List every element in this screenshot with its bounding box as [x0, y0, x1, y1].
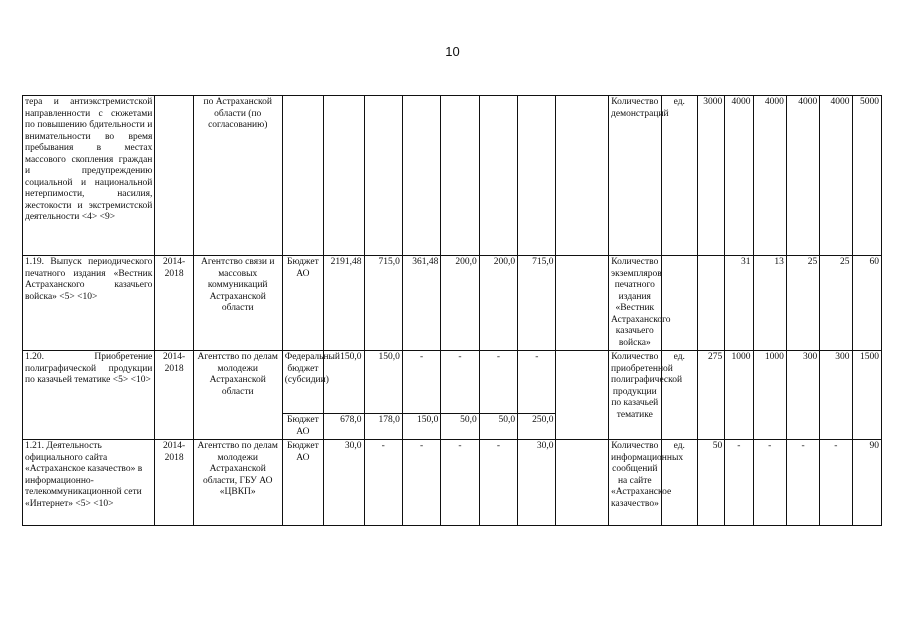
indicator-2016: 4000	[786, 96, 819, 256]
funding-2017: 200,0	[479, 256, 517, 351]
funding-2015: 150,0	[402, 414, 440, 440]
indicator-2015: 4000	[753, 96, 786, 256]
indicator-base: 275	[697, 351, 724, 440]
period: 2014-2018	[155, 256, 193, 351]
indicator-2018: 90	[852, 440, 881, 526]
table-row	[23, 440, 882, 526]
funding-2016: -	[441, 351, 479, 414]
funding-total: 678,0	[324, 414, 364, 440]
period	[155, 96, 193, 256]
executor: Агентство по делам молодежи Астраханской области, ГБУ АО «ЦВКП»	[193, 440, 282, 526]
funding-2018: 30,0	[518, 440, 556, 526]
funding-2014: 178,0	[364, 414, 402, 440]
indicator-unit: ед.	[661, 440, 697, 526]
indicator-unit	[661, 256, 697, 351]
indicator-2015: -	[753, 440, 786, 526]
page-number: 10	[445, 44, 460, 59]
indicator-unit: ед.	[661, 351, 697, 440]
indicator-2018: 5000	[852, 96, 881, 256]
executor: Агентство связи и массовых коммуникаций Астраханской области	[193, 256, 282, 351]
funding-2015: 361,48	[402, 256, 440, 351]
indicator-base	[697, 256, 724, 351]
funding-2016	[441, 96, 479, 256]
indicator-name: Количество демонстраций	[609, 96, 662, 256]
funding-total: 30,0	[324, 440, 364, 526]
indicator-2014: -	[725, 440, 753, 526]
indicator-2016: -	[786, 440, 819, 526]
measure-name: 1.19. Выпуск периодического печатного издания «Вестник Астраханского казачьего войска» <5> <10>	[23, 256, 155, 351]
funding-2017: 50,0	[479, 414, 517, 440]
indicator-2017: 300	[820, 351, 852, 440]
measure-name: тера и антиэкстремистской направленности с сюжетами по повышению бдительности и внимательности во время пребывания в местах массового скопления граждан и предупреждению социальной и национальной нетерпимости, насилия, жестокости и экстремистской деятельности <4> <9>	[23, 96, 155, 256]
funding-source: Бюджет АО	[282, 440, 323, 526]
indicator-2018: 1500	[852, 351, 881, 440]
empty-cell	[556, 351, 609, 440]
funding-2017: -	[479, 440, 517, 526]
table-row	[23, 351, 882, 414]
funding-2014	[364, 96, 402, 256]
table-row	[23, 96, 882, 256]
indicator-base: 3000	[697, 96, 724, 256]
funding-2015	[402, 96, 440, 256]
funding-source: Федеральный бюджет (субсидии)	[282, 351, 323, 414]
empty-cell	[556, 440, 609, 526]
empty-cell	[556, 256, 609, 351]
indicator-2018: 60	[852, 256, 881, 351]
indicator-2016: 300	[786, 351, 819, 440]
indicator-2017: 4000	[820, 96, 852, 256]
table-row	[23, 256, 882, 351]
funding-2018: -	[518, 351, 556, 414]
indicator-base: 50	[697, 440, 724, 526]
indicator-2016: 25	[786, 256, 819, 351]
indicator-2014: 31	[725, 256, 753, 351]
indicator-name: Количество приобретенной полиграфической продукции по казачьей тематике	[609, 351, 662, 440]
funding-source: Бюджет АО	[282, 414, 323, 440]
measure-name: 1.20. Приобретение полиграфической продукции по казачьей тематике <5> <10>	[23, 351, 155, 440]
funding-total: 2191,48	[324, 256, 364, 351]
funding-2016: 200,0	[441, 256, 479, 351]
empty-cell	[556, 96, 609, 256]
executor: Агентство по делам молодежи Астраханской области	[193, 351, 282, 440]
funding-2017	[479, 96, 517, 256]
funding-2018: 250,0	[518, 414, 556, 440]
period: 2014-2018	[155, 440, 193, 526]
funding-2014: 715,0	[364, 256, 402, 351]
period: 2014-2018	[155, 351, 193, 440]
program-table	[22, 95, 882, 526]
funding-source: Бюджет АО	[282, 256, 323, 351]
funding-source	[282, 96, 323, 256]
funding-2015: -	[402, 440, 440, 526]
executor: по Астраханской области (по согласованию)	[193, 96, 282, 256]
funding-2016: -	[441, 440, 479, 526]
measure-name: 1.21. Деятельность официального сайта «Астраханское казачество» в информационно-телекоммуникационной сети «Интернет» <5> <10>	[23, 440, 155, 526]
funding-2015: -	[402, 351, 440, 414]
funding-2014: -	[364, 440, 402, 526]
funding-2018: 715,0	[518, 256, 556, 351]
funding-2014: 150,0	[364, 351, 402, 414]
funding-total: 150,0	[324, 351, 364, 414]
funding-2017: -	[479, 351, 517, 414]
indicator-2017: 25	[820, 256, 852, 351]
funding-2016: 50,0	[441, 414, 479, 440]
indicator-2014: 1000	[725, 351, 753, 440]
indicator-2017: -	[820, 440, 852, 526]
indicator-2015: 13	[753, 256, 786, 351]
indicator-name: Количество информационных сообщений на сайте «Астраханское казачество»	[609, 440, 662, 526]
indicator-2015: 1000	[753, 351, 786, 440]
indicator-unit: ед.	[661, 96, 697, 256]
funding-2018	[518, 96, 556, 256]
indicator-name: Количество экземпляров печатного издания «Вестник Астраханского казачьего войска»	[609, 256, 662, 351]
funding-total	[324, 96, 364, 256]
indicator-2014: 4000	[725, 96, 753, 256]
